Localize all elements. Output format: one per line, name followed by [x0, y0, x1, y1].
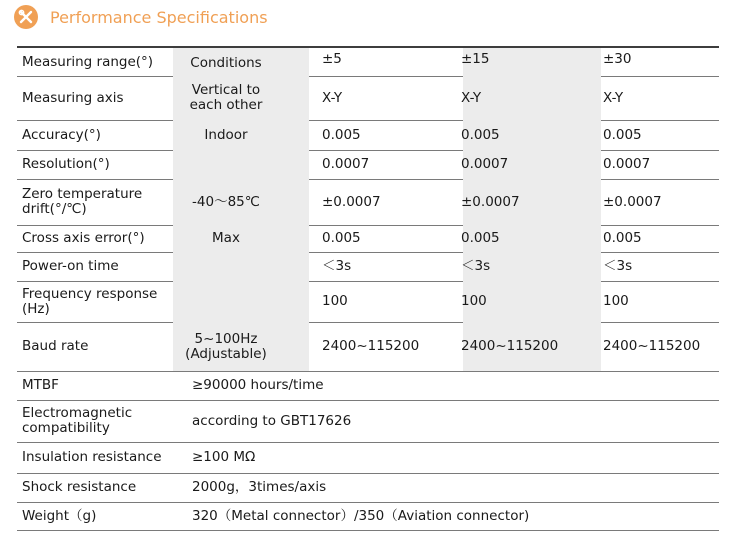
merged-value-cell: according to GBT17626: [192, 413, 352, 429]
value-cell: 0.005: [461, 230, 500, 246]
value-cell: ±0.0007: [603, 194, 662, 210]
merged-value-cell: 2000g，3times/axis: [192, 479, 327, 495]
table-row: [17, 400, 719, 443]
value-cell: 0.005: [461, 127, 500, 143]
column-shade: [463, 76, 601, 120]
value-cell: ±30: [603, 51, 632, 67]
value-cell: 0.005: [603, 230, 642, 246]
condition-cell: -40～85℃: [192, 194, 260, 210]
value-cell: 100: [322, 293, 348, 309]
condition-cell: Vertical to each other: [189, 82, 263, 113]
value-cell: 0.005: [603, 127, 642, 143]
value-cell: 0.0007: [603, 156, 651, 172]
row-label: MTBF: [22, 377, 59, 393]
condition-cell: Indoor: [204, 127, 248, 143]
merged-value-cell: 320（Metal connector）/350（Aviation connector): [192, 508, 530, 524]
table-row: [17, 150, 719, 180]
value-cell: 0.0007: [322, 156, 370, 172]
value-cell: ＜3s: [322, 258, 352, 274]
row-label: Measuring axis: [22, 90, 124, 106]
value-cell: 2400~115200: [603, 338, 701, 354]
value-cell: 100: [603, 293, 629, 309]
column-shade: [173, 252, 309, 281]
table-row: [17, 442, 719, 474]
condition-cell: Max: [212, 230, 240, 246]
row-label: Accuracy(°): [22, 127, 101, 143]
row-label: Zero temperature drift(°/℃): [22, 186, 143, 217]
row-label: Frequency response (Hz): [22, 286, 158, 317]
value-cell: X-Y: [603, 90, 624, 106]
value-cell: 2400~115200: [461, 338, 559, 354]
row-label: Insulation resistance: [22, 449, 162, 465]
value-cell: 0.0007: [461, 156, 509, 172]
value-cell: 100: [461, 293, 487, 309]
table-row: [17, 76, 719, 121]
wrench-screwdriver-icon: [14, 5, 38, 29]
value-cell: ±0.0007: [461, 194, 520, 210]
row-label: Electromagnetic compatibility: [22, 405, 133, 436]
row-label: Weight（g): [22, 508, 97, 524]
section-header: [14, 4, 268, 30]
table-row: [17, 48, 719, 77]
page-title: Performance Specifications: [50, 7, 268, 27]
table-row: [17, 179, 719, 226]
row-label: Measuring range(°): [22, 54, 154, 70]
row-label: Resolution(°): [22, 156, 110, 172]
table-row: [17, 322, 719, 372]
table-row: [17, 252, 719, 282]
value-cell: 0.005: [322, 127, 361, 143]
row-label: Shock resistance: [22, 479, 137, 495]
row-label: Cross axis error(°): [22, 230, 145, 246]
table-row: [17, 502, 719, 531]
table-row: [17, 225, 719, 253]
value-cell: ±0.0007: [322, 194, 381, 210]
value-cell: 2400~115200: [322, 338, 420, 354]
row-label: Power-on time: [22, 258, 119, 274]
value-cell: 0.005: [322, 230, 361, 246]
value-cell: ±15: [461, 51, 490, 67]
condition-cell: Conditions: [190, 55, 262, 71]
table-row: [17, 120, 719, 151]
value-cell: ＜3s: [461, 258, 491, 274]
table-row: [17, 281, 719, 323]
column-shade: [173, 150, 309, 179]
value-cell: ＜3s: [603, 258, 633, 274]
merged-value-cell: ≥90000 hours/time: [192, 377, 324, 393]
column-shade: [173, 281, 309, 322]
row-label: Baud rate: [22, 338, 89, 354]
value-cell: ±5: [322, 51, 342, 67]
value-cell: X-Y: [322, 90, 343, 106]
table-row: [17, 371, 719, 401]
condition-cell: 5~100Hz (Adjustable): [185, 331, 267, 362]
table-row: [17, 473, 719, 503]
value-cell: X-Y: [461, 90, 482, 106]
merged-value-cell: ≥100 MΩ: [192, 449, 256, 465]
